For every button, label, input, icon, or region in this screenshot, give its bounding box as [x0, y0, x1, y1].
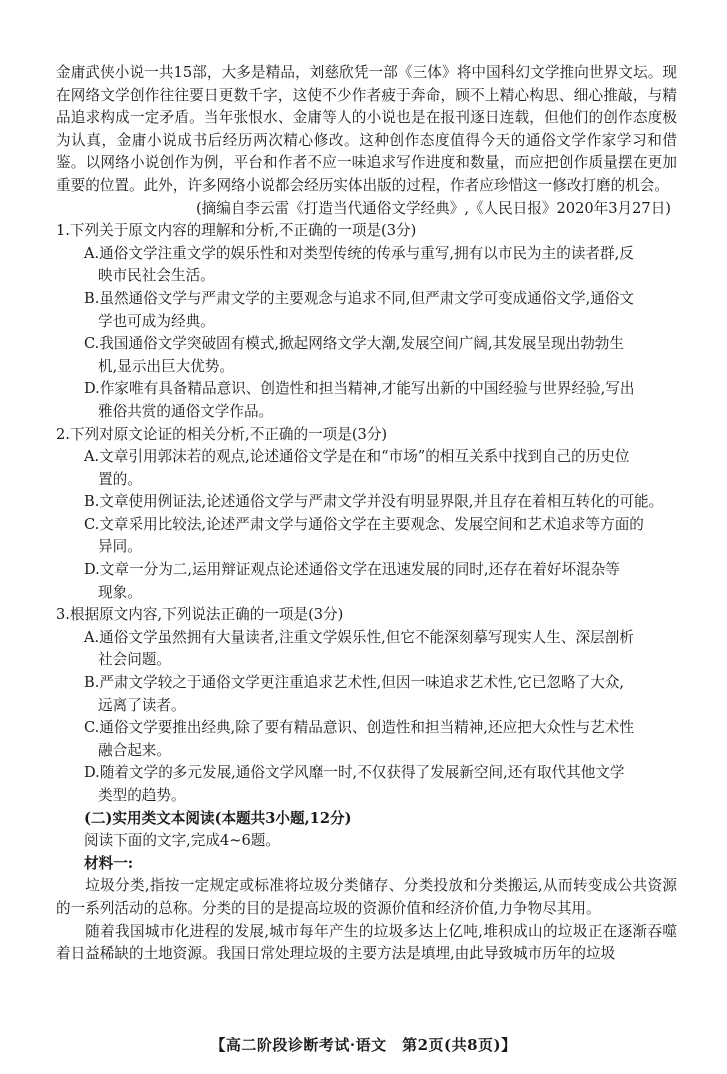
option-text-cont: 异同。: [98, 538, 142, 556]
option-text-cont: 现象。: [98, 583, 142, 601]
material-label: 材料一:: [84, 854, 134, 872]
page-footer: 【高二阶段诊断考试·语文 第2页(共8页)】: [210, 1036, 517, 1054]
option-text-cont: 雅俗共赏的通俗文学作品。: [98, 402, 274, 420]
option-d: [56, 762, 677, 807]
option-text-cont: 学也可成为经典。: [98, 312, 215, 330]
question-stem: 1.下列关于原文内容的理解和分析,不正确的一项是(3分): [56, 222, 417, 240]
option-text-cont: 社会问题。: [98, 651, 171, 669]
option-c: [56, 514, 677, 559]
option-text: D.作家唯有具备精品意识、创造性和担当精神,才能写出新的中国经验与世界经验,写出: [84, 380, 635, 398]
option-c: [56, 717, 677, 762]
section-instruction: 阅读下面的文字,完成4~6题。: [84, 832, 280, 850]
question-1: [56, 220, 677, 423]
option-text: C.我国通俗文学突破固有模式,掀起网络文学大潮,发展空间广阔,其发展呈现出勃勃生: [84, 335, 624, 353]
option-text: D.随着文学的多元发展,通俗文学风靡一时,不仅获得了发展新空间,还有取代其他文学: [84, 764, 625, 782]
option-text: B.严肃文学较之于通俗文学更注重追求艺术性,但因一味追求艺术性,它已忽略了大众,: [84, 674, 625, 692]
option-a: [56, 446, 677, 491]
material-paragraph-2: 随着我国城市化进程的发展,城市每年产生的垃圾多达上亿吨,堆积成山的垃圾正在逐渐吞噬着日益稀缺的土地资源。我国日常处理垃圾的主要方法是填埋,由此导致城市历年的垃圾: [56, 922, 677, 963]
option-c: [56, 333, 677, 378]
option-a: [56, 627, 677, 672]
option-text-cont: 融合起来。: [98, 741, 171, 759]
question-2: [56, 424, 677, 605]
question-3: [56, 604, 677, 807]
option-text-cont: 置的。: [98, 470, 142, 488]
option-text: B.虽然通俗文学与严肃文学的主要观念与追求不同,但严肃文学可变成通俗文学,通俗文: [84, 289, 635, 307]
option-a: [56, 243, 677, 288]
option-b: [56, 288, 677, 333]
section-title: (二)实用类文本阅读(本题共3小题,12分): [84, 809, 352, 827]
option-d: [56, 378, 677, 423]
option-text: D.文章一分为二,运用辩证观点论述通俗文学在迅速发展的同时,还存在着好坏混杂等: [84, 561, 620, 579]
intro-paragraph: 金庸武侠小说一共15部，大多是精品，刘慈欣凭一部《三体》将中国科幻文学推向世界文坛。现在网络文学创作往往要日更数千字，这使不少作者疲于奔命，顾不上精心构思、细心推敲，与精品追求构成一定矛盾。当年张恨水、金庸等人的小说也是在报刊逐日连载，但他们的创作态度极为认真，金庸小说成书后经历两次精心修改。这种创作态度值得今天的通俗文学作家学习和借鉴。以网络小说创作为例，平台和作者不应一味追求写作进度和数量，而应把创作质量摆在更加重要的位置。此外，许多网络小说都会经历实体出版的过程，作者应珍惜这一修改打磨的机会。: [56, 64, 677, 194]
option-d: [56, 559, 677, 604]
material-paragraph-1: 垃圾分类,指按一定规定或标准将垃圾分类储存、分类投放和分类搬运,从而转变成公共资源的一系列活动的总称。分类的目的是提高垃圾的资源价值和经济价值,力争物尽其用。: [56, 877, 677, 917]
option-text: A.文章引用郭沫若的观点,论述通俗文学是在和“市场”的相互关系中找到自己的历史位: [84, 448, 630, 466]
option-b: [56, 491, 677, 514]
option-text: C.文章采用比较法,论述严肃文学与通俗文学在主要观念、发展空间和艺术追求等方面的: [84, 515, 644, 533]
option-text-cont: 机,显示出巨大优势。: [98, 357, 234, 375]
question-stem: 3.根据原文内容,下列说法正确的一项是(3分): [56, 606, 344, 624]
source-citation: (摘编自李云雷《打造当代通俗文学经典》,《人民日报》2020年3月27日): [195, 199, 671, 217]
question-stem: 2.下列对原文论证的相关分析,不正确的一项是(3分): [56, 425, 388, 443]
option-b: [56, 672, 677, 717]
option-text-cont: 远离了读者。: [98, 696, 186, 714]
option-text-cont: 映市民社会生活。: [98, 267, 215, 285]
option-text: A.通俗文学虽然拥有大量读者,注重文学娱乐性,但它不能深刻摹写现实人生、深层剖析: [84, 628, 634, 646]
option-text: C.通俗文学要推出经典,除了要有精品意识、创造性和担当精神,还应把大众性与艺术性: [84, 719, 634, 737]
option-text: A.通俗文学注重文学的娱乐性和对类型传统的传承与重写,拥有以市民为主的读者群,反: [84, 244, 634, 262]
option-text-cont: 类型的趋势。: [98, 787, 186, 804]
option-text: B.文章使用例证法,论述通俗文学与严肃文学并没有明显界限,并且存在着相互转化的可能。: [84, 493, 664, 511]
